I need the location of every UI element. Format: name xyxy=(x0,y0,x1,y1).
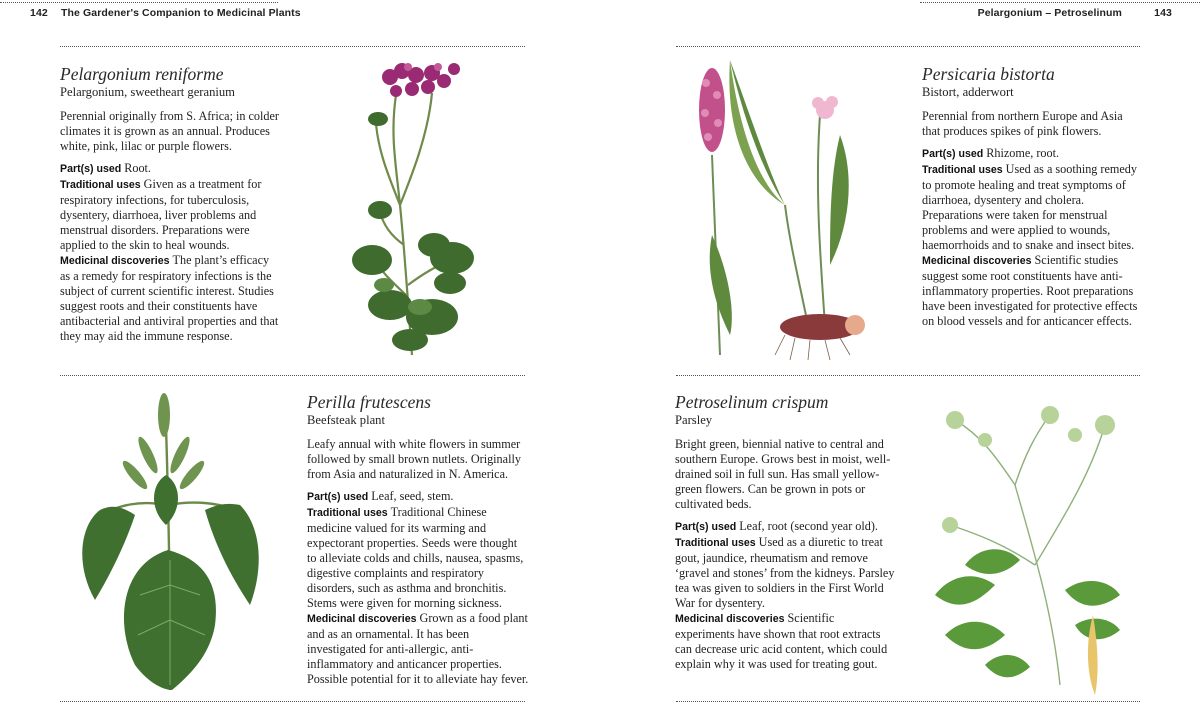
entry-latin-name: Perilla frutescens xyxy=(307,392,431,412)
medicinal-discoveries-label: Medicinal discoveries xyxy=(675,613,785,625)
divider xyxy=(60,46,525,47)
medicinal-discoveries-text: Scientific experiments have shown that root extracts can decrease uric acid content, which could explain why it was used for treating gout. xyxy=(675,611,888,671)
entry-pelargonium xyxy=(60,64,282,344)
entry-common-name: Pelargonium, sweetheart geranium xyxy=(60,85,235,99)
medicinal-discoveries-text: The plant’s efficacy as a remedy for respiratory infections is the subject of current scientific interest. Studies suggest roots and their constituents have antibacterial and antiviral properties and that they may aid the immune response. xyxy=(60,253,279,343)
medicinal-discoveries-label: Medicinal discoveries xyxy=(922,255,1032,267)
parts-used-text: Rhizome, root. xyxy=(986,146,1060,160)
pelargonium-illustration xyxy=(350,55,480,360)
divider xyxy=(60,701,525,702)
parts-used-label: Part(s) used xyxy=(675,521,737,533)
medicinal-discoveries-label: Medicinal discoveries xyxy=(307,613,417,625)
parts-used-text: Root. xyxy=(124,161,151,175)
header-divider-left xyxy=(0,2,278,3)
entry-description: Bright green, biennial native to central and southern Europe. Grows best in moist, well-drained soil in full sun. Has small yellow-green flowers. Can be grown in pots or cultivated beds. xyxy=(675,437,891,511)
left-page-number: 142 xyxy=(30,7,48,19)
header-divider-right xyxy=(920,2,1200,3)
parts-used-label: Part(s) used xyxy=(922,148,984,160)
traditional-uses-label: Traditional uses xyxy=(60,179,141,191)
entry-perilla xyxy=(307,392,529,687)
right-page-number: 143 xyxy=(1154,7,1172,19)
traditional-uses-label: Traditional uses xyxy=(675,537,756,549)
entry-common-name: Parsley xyxy=(675,413,713,427)
medicinal-discoveries-label: Medicinal discoveries xyxy=(60,255,170,267)
parsley-illustration xyxy=(925,395,1140,700)
entry-petroselinum xyxy=(675,392,895,672)
parts-used-text: Leaf, seed, stem. xyxy=(371,489,454,503)
entry-common-name: Bistort, adderwort xyxy=(922,85,1014,99)
entry-common-name: Beefsteak plant xyxy=(307,413,385,427)
medicinal-discoveries-text: Scientific studies suggest some root constituents have anti-inflammatory properties. Root preparations have been investigated for protective effects on blood vessels and for anticancer effects. xyxy=(922,253,1138,328)
traditional-uses-text: Traditional Chinese medicine valued for its warming and expectorant properties. Seeds were thought to alleviate colds and chills, nausea, spasms, digestive complaints and respiratory disorders, such as asthma and bronchitis. Stems were given for morning sickness. xyxy=(307,505,524,610)
parts-used-label: Part(s) used xyxy=(307,491,369,503)
entry-latin-name: Persicaria bistorta xyxy=(922,64,1055,84)
parts-used-text: Leaf, root (second year old). xyxy=(739,519,878,533)
divider xyxy=(60,375,525,376)
entry-description: Leafy annual with white flowers in summer followed by small brown nutlets. Originally from Asia and naturalized in N. America. xyxy=(307,437,521,481)
entry-description: Perennial from northern Europe and Asia that produces spikes of pink flowers. xyxy=(922,109,1123,138)
parts-used-label: Part(s) used xyxy=(60,163,122,175)
entry-persicaria xyxy=(922,64,1144,329)
traditional-uses-label: Traditional uses xyxy=(922,164,1003,176)
divider xyxy=(676,46,1140,47)
traditional-uses-text: Given as a treatment for respiratory infections, for tuberculosis, dysentery, diarrhoea, liver problems and menstrual disorders. Preparations were applied to the skin to heal wounds. xyxy=(60,177,262,252)
left-running-title: The Gardener's Companion to Medicinal Plants xyxy=(61,7,301,19)
divider xyxy=(676,701,1140,702)
persicaria-illustration xyxy=(690,55,870,365)
traditional-uses-label: Traditional uses xyxy=(307,507,388,519)
medicinal-discoveries-text: Grown as a food plant and as an ornamental. It has been investigated for anti-allergic, anti-inflammatory and anticancer properties. Possible potential for it to alleviate hay fever. xyxy=(307,611,529,686)
perilla-illustration xyxy=(80,385,260,695)
divider xyxy=(676,375,1140,376)
entry-latin-name: Pelargonium reniforme xyxy=(60,64,224,84)
entry-latin-name: Petroselinum crispum xyxy=(675,392,829,412)
right-running-title: Pelargonium – Petroselinum xyxy=(977,7,1122,19)
entry-description: Perennial originally from S. Africa; in colder climates it is grown as an annual. Produces white, pink, lilac or purple flowers. xyxy=(60,109,279,153)
traditional-uses-text: Used as a soothing remedy to promote healing and treat symptoms of diarrhoea, dysentery and cholera. Preparations were taken for menstrual problems and were applied to wounds, haemorrhoids and to snake and insect bites. xyxy=(922,162,1137,252)
traditional-uses-text: Used as a diuretic to treat gout, jaundice, rheumatism and remove ‘gravel and stones’ from the kidneys. Parsley tea was given to soldiers in the First World War for dysentery. xyxy=(675,535,895,610)
